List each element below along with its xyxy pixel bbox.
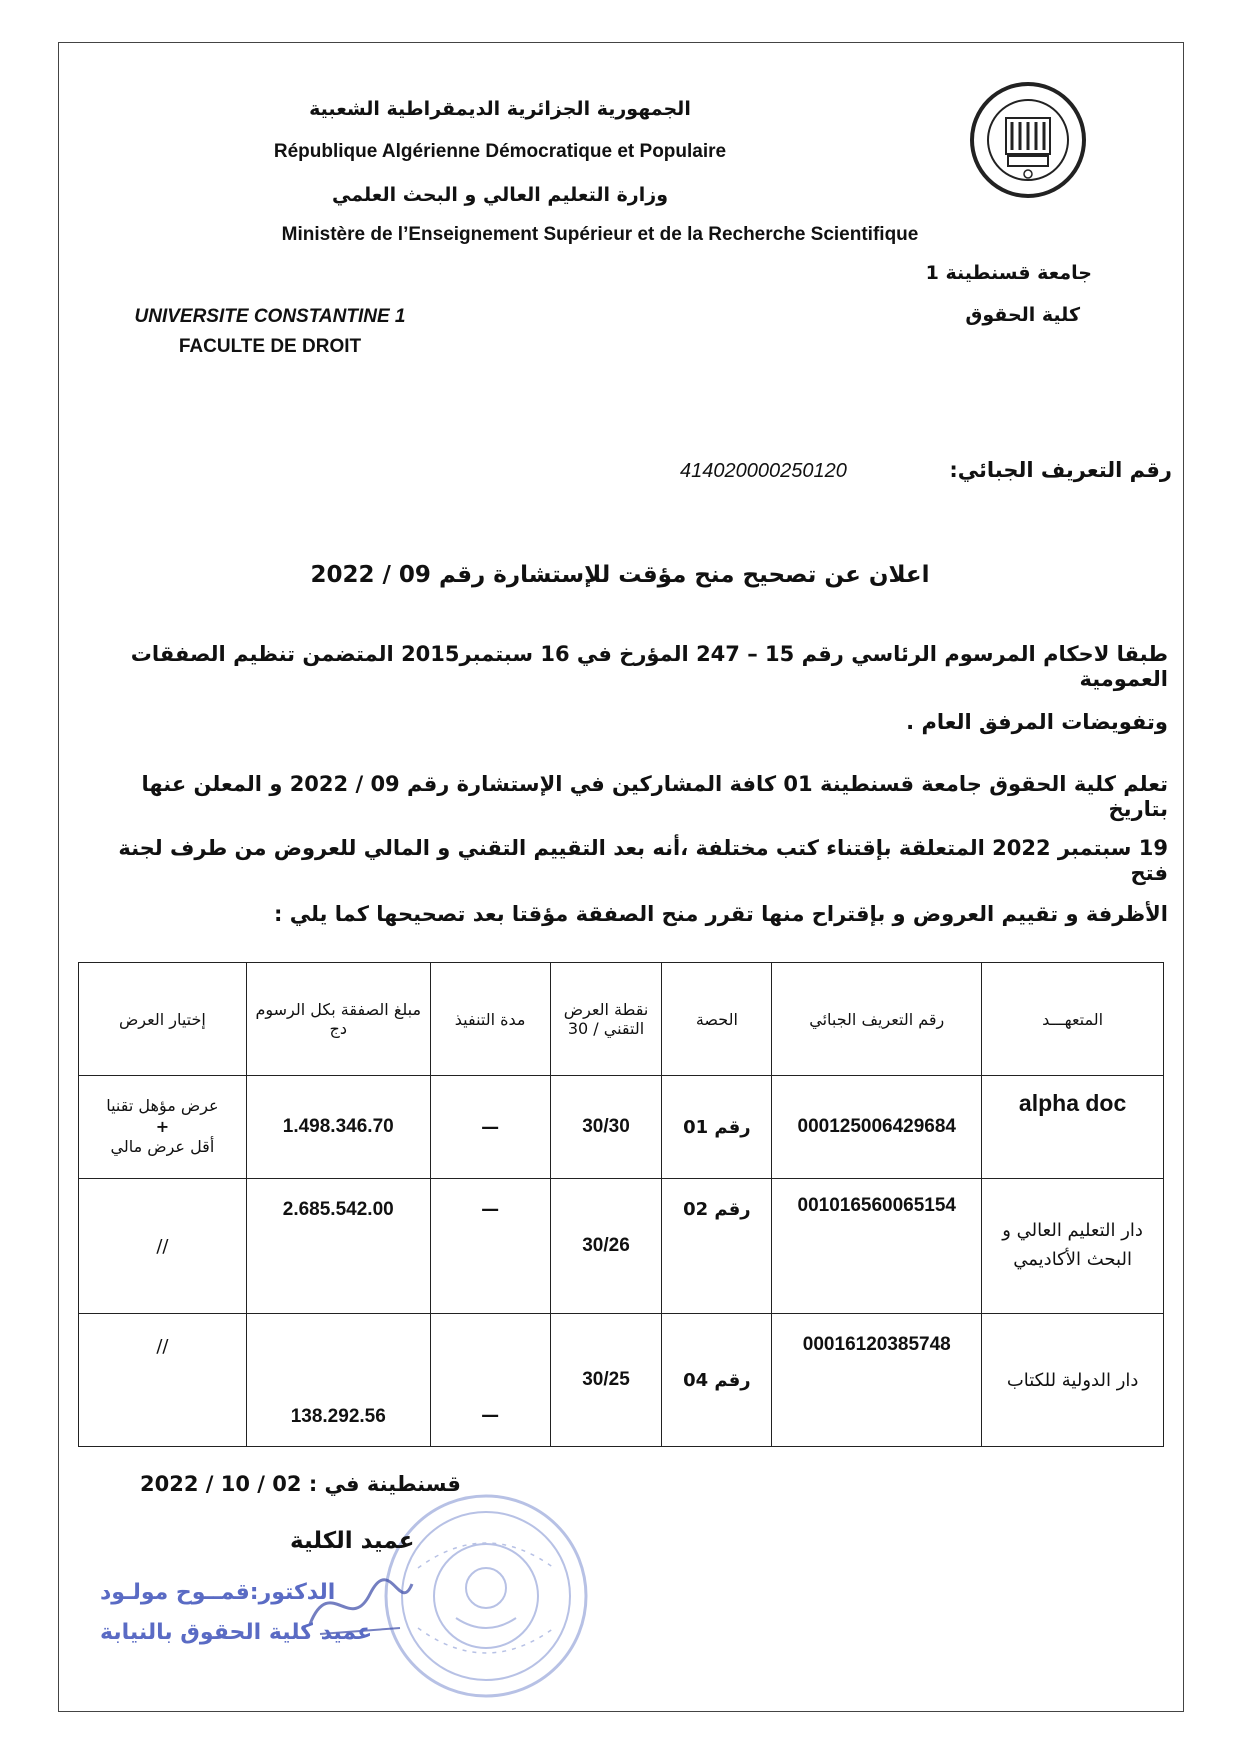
tax-id-value: 414020000250120	[680, 460, 847, 482]
ministry-name-arabic: وزارة التعليم العالي و البحث العلمي	[332, 184, 668, 206]
cell-bidder: alpha doc	[982, 1076, 1164, 1179]
col-header-technical-score: نقطة العرض التقني / 30	[550, 963, 662, 1076]
cell-offer-choice	[79, 1076, 247, 1179]
body-line-4: 19 سبتمبر 2022 المتعلقة بإقتناء كتب مختلفة ،أنه بعد التقييم التقني و المالي للعروض من طرف لجنة فتح	[118, 836, 1168, 886]
cell-amount: 2.685.542.00	[246, 1179, 430, 1314]
signatory-name: الدكتور:قمــوح مولـود	[100, 1580, 336, 1605]
cell-duration: —	[430, 1314, 550, 1447]
col-header-amount: مبلغ الصفقة بكل الرسوم دج	[246, 963, 430, 1076]
cell-tax-id: 00016120385748	[772, 1314, 982, 1447]
col-header-tax-id: رقم التعريف الجبائي	[772, 963, 982, 1076]
university-name-arabic: جامعة قسنطينة 1	[925, 262, 1092, 284]
republic-name-french: République Algérienne Démocratique et Populaire	[273, 141, 727, 162]
cell-technical-score: 30/30	[550, 1076, 662, 1179]
cell-amount: 1.498.346.70	[246, 1076, 430, 1179]
faculty-name-french: FACULTE DE DROIT	[178, 336, 362, 357]
body-line-1: طبقا لاحكام المرسوم الرئاسي رقم 15 – 247 المؤرخ في 16 سبتمبر2015 المتضمن تنظيم الصفقات العمومية	[130, 642, 1168, 692]
col-header-offer-choice: إختيار العرض	[79, 963, 247, 1076]
cell-lot: رقم 04	[662, 1314, 772, 1447]
body-line-2: وتفويضات المرفق العام .	[906, 710, 1168, 734]
table-row	[79, 1314, 1164, 1447]
ministry-name-french: Ministère de l’Enseignement Supérieur et de la Recherche Scientifique	[281, 224, 919, 245]
dean-title: عميد الكلية	[290, 1528, 415, 1554]
cell-amount: 138.292.56	[246, 1314, 430, 1447]
table-row	[79, 1076, 1164, 1179]
choice-line-2: +	[155, 1116, 170, 1136]
cell-offer-choice: //	[79, 1314, 247, 1447]
republic-name-arabic: الجمهورية الجزائرية الديمقراطية الشعبية	[309, 98, 691, 120]
col-header-duration: مدة التنفيذ	[430, 963, 550, 1076]
award-results-table	[78, 962, 1164, 1447]
cell-bidder: دار الدولية للكتاب	[982, 1314, 1164, 1447]
cell-offer-choice: //	[79, 1179, 247, 1314]
cell-tax-id: 001016560065154	[772, 1179, 982, 1314]
col-header-bidder: المتعهـــد	[982, 963, 1164, 1076]
cell-lot: رقم 01	[662, 1076, 772, 1179]
choice-line-3: أقل عرض مالي	[110, 1137, 215, 1157]
cell-technical-score: 30/26	[550, 1179, 662, 1314]
table-row	[79, 1179, 1164, 1314]
cell-lot: رقم 02	[662, 1179, 772, 1314]
university-name-french: UNIVERSITE CONSTANTINE 1	[134, 306, 406, 327]
signatory-role: عميد كلية الحقوق بالنيابة	[100, 1620, 373, 1645]
col-header-lot: الحصة	[662, 963, 772, 1076]
choice-line-1: عرض مؤهل تقنيا	[106, 1095, 219, 1115]
faculty-name-arabic: كلية الحقوق	[965, 304, 1080, 326]
cell-tax-id: 000125006429684	[772, 1076, 982, 1179]
issue-date: قسنطينة في : 02 / 10 / 2022	[140, 1472, 461, 1496]
university-logo	[968, 80, 1088, 200]
body-line-3: تعلم كلية الحقوق جامعة قسنطينة 01 كافة المشاركين في الإستشارة رقم 09 / 2022 و المعلن عنها بتاريخ	[141, 772, 1168, 822]
body-line-5: الأظرفة و تقييم العروض و بإقتراح منها تقرر منح الصفقة مؤقتا بعد تصحيحها كما يلي :	[274, 902, 1168, 926]
announcement-title: اعلان عن تصحيح منح مؤقت للإستشارة رقم 09 / 2022	[310, 562, 930, 588]
cell-technical-score: 30/25	[550, 1314, 662, 1447]
cell-duration: —	[430, 1076, 550, 1179]
cell-bidder: دار التعليم العالي و البحث الأكاديمي	[982, 1179, 1164, 1314]
cell-duration: —	[430, 1179, 550, 1314]
table-header-row	[79, 963, 1164, 1076]
tax-id-label: رقم التعريف الجبائي:	[949, 458, 1172, 482]
